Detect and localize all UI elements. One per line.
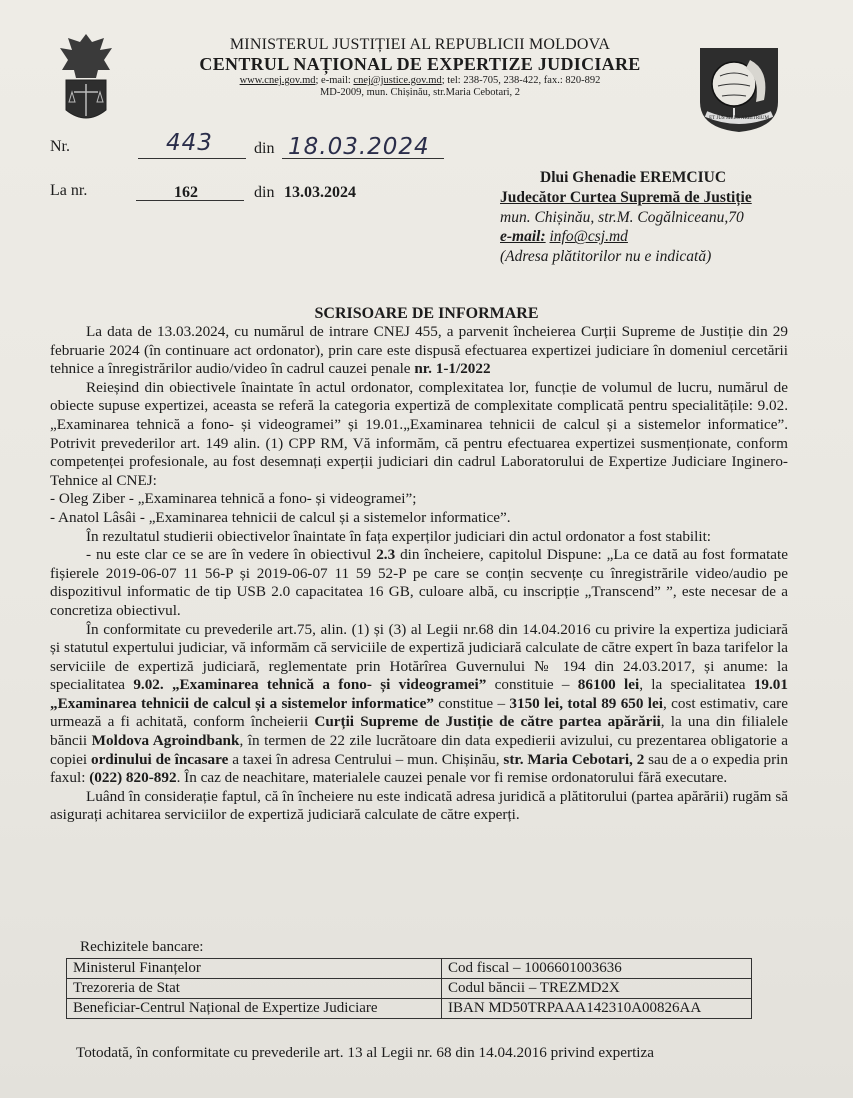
letterhead	[180, 36, 660, 99]
payer-note: (Adresa plătitorilor nu e indicată)	[500, 248, 712, 266]
paragraph-3: În rezultatul studierii obiectivelor înaintate în fața experților judiciari din actul ordonator a fost stabilit:	[86, 527, 712, 545]
website-link[interactable]: www.cnej.gov.md	[239, 75, 316, 87]
paragraph-5: În conformitate cu prevederile art.75, alin. (1) și (3) al Legii nr.68 din 14.04.2016 cu privire la expertiza judiciară și statutul expertului judiciar, vă informăm că serviciile de expertiză judiciară calculate de către expert în baza tarifelor la serviciile de expertiză judiciară, reglementate prin Hotărîrea Guvernului № 194 din 24.03.2017, și anume: la specialitatea 9.02. „Examinarea tehnică a fono- și videogramei” constituie – 86100 lei, la specialitatea 19.01 „Examinarea tehnicii de calcul și a sistemelor informatice” constitue – 3150 lei, total 89 650 lei, cost estimativ, care urmează a fi achitată, conform încheierii Curții Supreme de Justiție de către partea apărării, la una din filialele băncii Moldova Agroindbank, în termen de 22 zile lucrătoare din data expedierii avizului, cu prezentarea obligatorie a copiei ordinului de încasare a taxei în adresa Centrului – mun. Chișinău, str. Maria Cebotari, 2 sau de a o expedia prin faxul: (022) 820-892. În caz de neachitare, materialele cauzei penale vor fi remise ordonatorului fără executare.	[50, 620, 789, 787]
letter-title: SCRISOARE DE INFORMARE	[314, 305, 539, 322]
phone-numbers: ; tel: 238-705, 238-422, fax.: 820-892	[441, 75, 601, 87]
din-label: din	[254, 140, 275, 157]
addressee-block	[500, 168, 820, 267]
nr-label: Nr.	[50, 138, 70, 155]
bank-cell-right: Codul băncii – TREZMD2X	[442, 979, 752, 999]
expert-2: - Anatol Lâsâi - „Examinarea tehnicii de calcul și a sistemelor informatice”.	[50, 508, 511, 526]
date-handwritten: 18.03.2024	[288, 134, 430, 160]
addressee-position: Judecător Curtea Supremă de Justiție	[500, 188, 752, 206]
cnej-emblem-icon	[694, 42, 784, 134]
nr-underline	[138, 158, 246, 159]
contact-line: www.cnej.gov.md; e-mail: cnej@justice.gov.md; tel: 238-705, 238-422, fax.: 820-892	[239, 75, 601, 87]
email-link[interactable]: cnej@justice.gov.md	[353, 75, 442, 87]
bank-details-title: Rechizitele bancare:	[80, 938, 204, 955]
paragraph-1: La data de 13.03.2024, cu numărul de intrare CNEJ 455, a parvenit încheierea Curții Supreme de Justiție din 29 februarie 2024 (în continuare act ordonator), prin care este dispusă efectuarea expertizei judiciare în domeniul cercetării tehnice a înregistrărilor audio/video în cadrul cauzei penale nr. 1-1/2022	[50, 323, 788, 378]
expert-1: - Oleg Ziber - „Examinarea tehnică a fono- și videogramei”;	[50, 490, 417, 508]
letter-body	[50, 323, 788, 825]
la-din-value: 13.03.2024	[284, 184, 356, 201]
bank-cell-right: Cod fiscal – 1006601003636	[442, 959, 752, 979]
bank-cell-right: IBAN MD50TRPAAA142310A00826AA	[442, 999, 752, 1019]
paragraph-6: Luând în considerație faptul, că în încheiere nu este indicată adresa juridică a plătitorului (partea apărării) rugăm să asigurați achitarea serviciilor de expertiză judiciară calculate de către experți.	[50, 787, 788, 824]
paragraph-4: - nu este clar ce se are în vedere în obiectivul 2.3 din încheiere, capitolul Dispune: „La ce dată au fost formatate fișierele 2019-06-07 11 56-P și 2019-06-07 11 59 52-P pe care se conțin secvențe cu înregistrările video/audio pe dispozitivul informatic de tip USB 2.0 capacitatea 16 GB, culoare albă, cu inscripție „Transcend” ”, este necesar de a concretiza obiectivul.	[50, 546, 788, 619]
bank-cell-left: Ministerul Finanțelor	[67, 959, 442, 979]
table-row	[67, 979, 752, 999]
bank-cell-left: Trezoreria de Stat	[67, 979, 442, 999]
closing-line: Totodată, în conformitate cu prevederile art. 13 al Legii nr. 68 din 14.04.2016 privind expertiza	[76, 1044, 654, 1061]
la-nr-value: 162	[174, 184, 198, 201]
table-row	[67, 999, 752, 1019]
email-label: e-mail:	[500, 228, 546, 246]
addressee-address: mun. Chișinău, str.M. Cogălniceanu,70	[500, 208, 744, 226]
la-din-label: din	[254, 184, 275, 201]
center-name: CENTRUL NAȚIONAL DE EXPERTIZE JUDICIARE	[199, 54, 641, 75]
nr-handwritten: 443	[166, 130, 213, 156]
addressee-name: Dlui Ghenadie EREMCIUC	[540, 169, 727, 186]
ministry-coat-of-arms-icon	[56, 30, 116, 128]
paragraph-2: Reieșind din obiectivele înaintate în actul ordonator, complexitatea lor, funcție de volumul de lucru, numărul de obiecte supuse expertizei, aceasta se referă la categoria expertiză de complexitate complicată pentru specialitățile: 9.02. „Examinarea tehnică a fono- și videogramei” și 19.01.„Examinarea tehnicii de calcul și a sistemelor informatice”. Potrivit prevederilor art. 149 alin. (1) CPP RM, Vă informăm, că pentru efectuarea expertizei susmenționate, conform competenței profesionale, au fost desemnați experții judiciari din cadrul Laboratorului de Expertize Judiciare Inginero-Tehnice al CNEJ:	[50, 378, 788, 489]
emblem-motto: ET JUS MEUS ARBITRIUM	[709, 116, 769, 121]
addressee-email[interactable]: info@csj.md	[549, 228, 628, 246]
bank-details-table	[66, 958, 752, 1019]
ministry-name: MINISTERUL JUSTIȚIEI AL REPUBLICII MOLDOVA	[229, 36, 611, 53]
la-nr-label: La nr.	[50, 182, 88, 199]
postal-address: MD-2009, mun. Chișinău, str.Maria Cebotari, 2	[319, 87, 521, 99]
table-row	[67, 959, 752, 979]
bank-cell-left: Beneficiar-Centrul Național de Expertize Judiciare	[67, 999, 442, 1019]
